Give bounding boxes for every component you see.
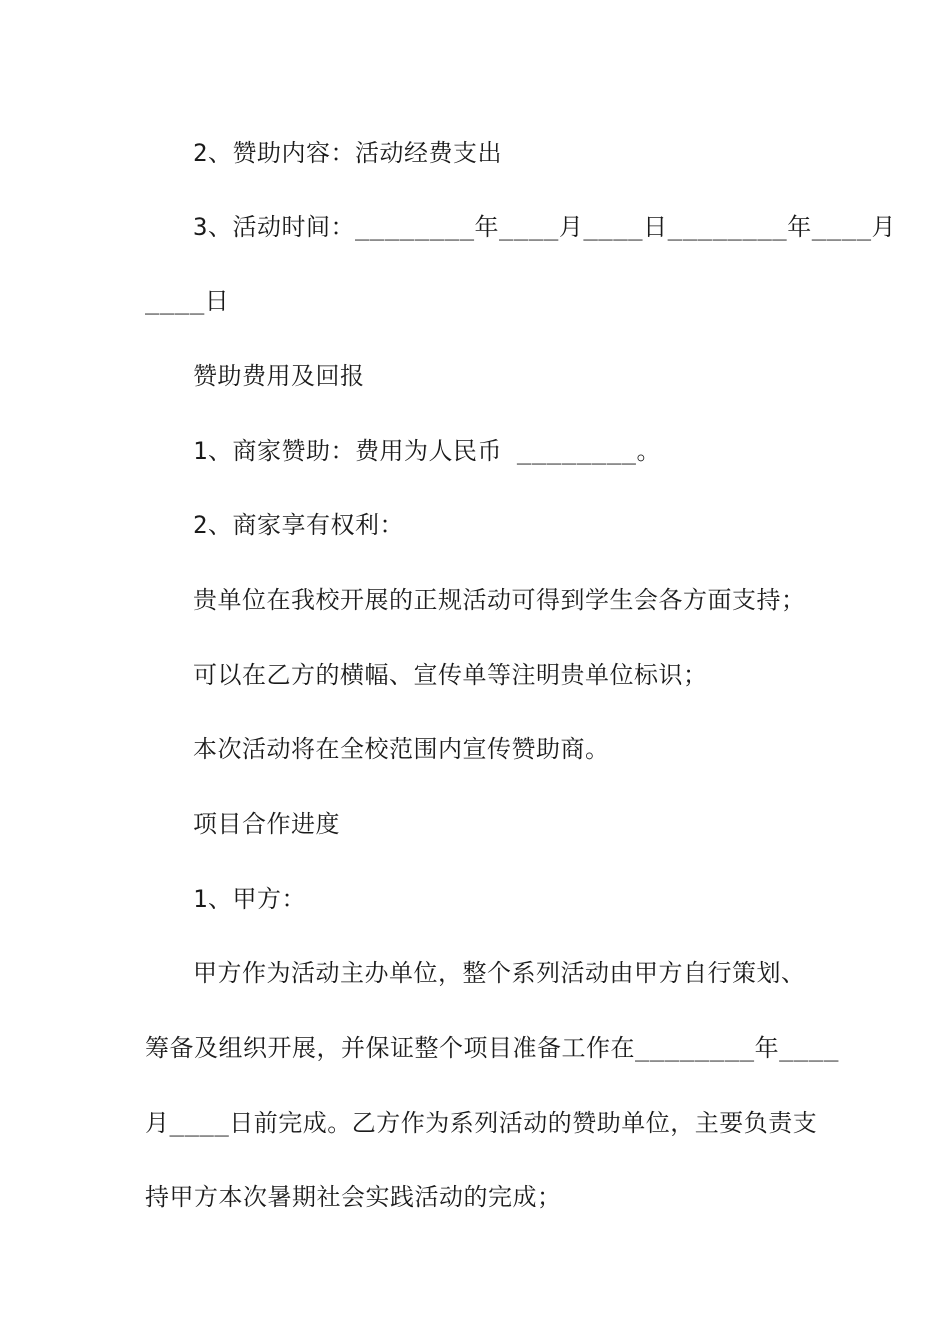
merchant-sponsor-fee-line: 1、商家赞助：费用为人民币 ________。 — [193, 437, 661, 465]
merchant-rights-line: 2、商家享有权利： — [193, 511, 404, 539]
rights-item-promotion: 本次活动将在全校范围内宣传赞助商。 — [193, 735, 610, 763]
party-a-paragraph-line-1: 甲方作为活动主办单位，整个系列活动由甲方自行策划、 — [193, 959, 806, 987]
sponsor-content-line: 2、赞助内容：活动经费支出 — [193, 139, 502, 167]
section-heading-sponsor-fee: 赞助费用及回报 — [193, 362, 365, 390]
rights-item-logo: 可以在乙方的横幅、宣传单等注明贵单位标识； — [193, 661, 708, 689]
section-heading-progress: 项目合作进度 — [193, 810, 340, 838]
activity-time-line-continued: ____日 — [145, 287, 230, 315]
activity-time-line: 3、活动时间：________年____月____日________年____月 — [193, 213, 897, 241]
party-a-paragraph-line-2: 筹备及组织开展，并保证整个项目准备工作在________年____ — [145, 1034, 839, 1062]
party-a-heading: 1、甲方： — [193, 885, 306, 913]
party-a-paragraph-line-4: 持甲方本次暑期社会实践活动的完成； — [145, 1183, 562, 1211]
rights-item-support: 贵单位在我校开展的正规活动可得到学生会各方面支持； — [193, 586, 806, 614]
party-a-paragraph-line-3: 月____日前完成。乙方作为系列活动的赞助单位，主要负责支 — [145, 1109, 818, 1137]
